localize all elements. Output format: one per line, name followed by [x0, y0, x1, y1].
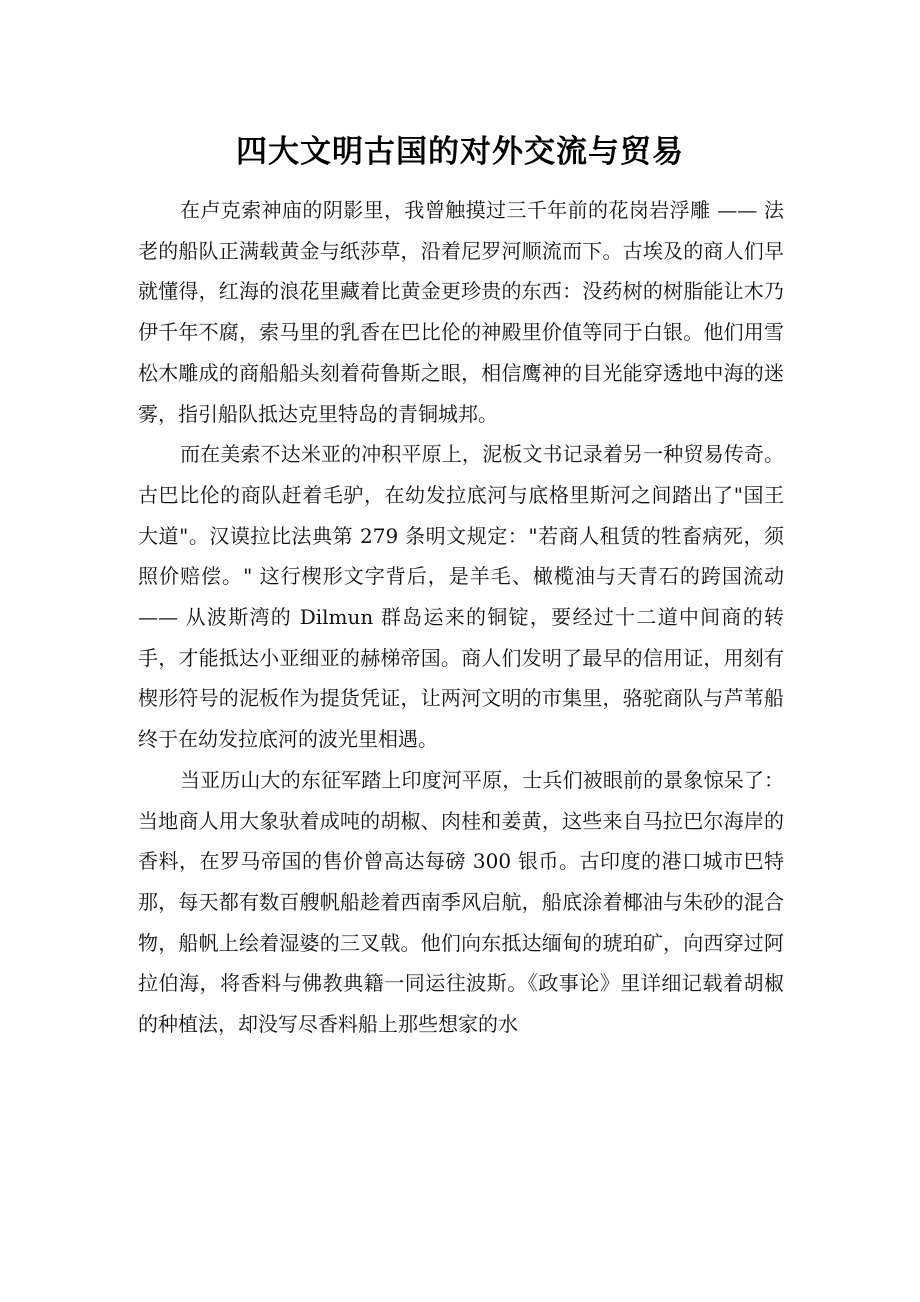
document-body — [138, 190, 784, 1045]
paragraph-mesopotamia: 而在美索不达米亚的冲积平原上，泥板文书记录着另一种贸易传奇。古巴比伦的商队赶着毛驴，在幼发拉底河与底格里斯河之间踏出了"国王大道"。汉谟拉比法典第 279 条明文规定："若商人租赁的牲畜病死，须照价赔偿。" 这行楔形文字背后，是羊毛、橄榄油与天青石的跨国流动 —— 从波斯湾的 Dilmun 群岛运来的铜锭，要经过十二道中间商的转手，才能抵达小亚细亚的赫梯帝国。商人们发明了最早的信用证，用刻有楔形符号的泥板作为提货凭证，让两河文明的市集里，骆驼商队与芦苇船终于在幼发拉底河的波光里相遇。 — [138, 442, 784, 752]
paragraph-india: 当亚历山大的东征军踏上印度河平原，士兵们被眼前的景象惊呆了：当地商人用大象驮着成吨的胡椒、肉桂和姜黄，这些来自马拉巴尔海岸的香料，在罗马帝国的售价曾高达每磅 300 银币。古印度的港口城市巴特那，每天都有数百艘帆船趁着西南季风启航，船底涂着椰油与朱砂的混合物，船帆上绘着湿婆的三叉戟。他们向东抵达缅甸的琥珀矿，向西穿过阿拉伯海，将香料与佛教典籍一同运往波斯。《政事论》里详细记载着胡椒的种植法，却没写尽香料船上那些想家的水 — [138, 767, 784, 1037]
paragraph-egypt: 在卢克索神庙的阴影里，我曾触摸过三千年前的花岗岩浮雕 —— 法老的船队正满载黄金与纸莎草，沿着尼罗河顺流而下。古埃及的商人们早就懂得，红海的浪花里藏着比黄金更珍贵的东西：没药树的树脂能让木乃伊千年不腐，索马里的乳香在巴比伦的神殿里价值等同于白银。他们用雪松木雕成的商船船头刻着荷鲁斯之眼，相信鹰神的目光能穿透地中海的迷雾，指引船队抵达克里特岛的青铜城邦。 — [138, 198, 784, 426]
document-title: 四大文明古国的对外交流与贸易 — [236, 134, 684, 170]
